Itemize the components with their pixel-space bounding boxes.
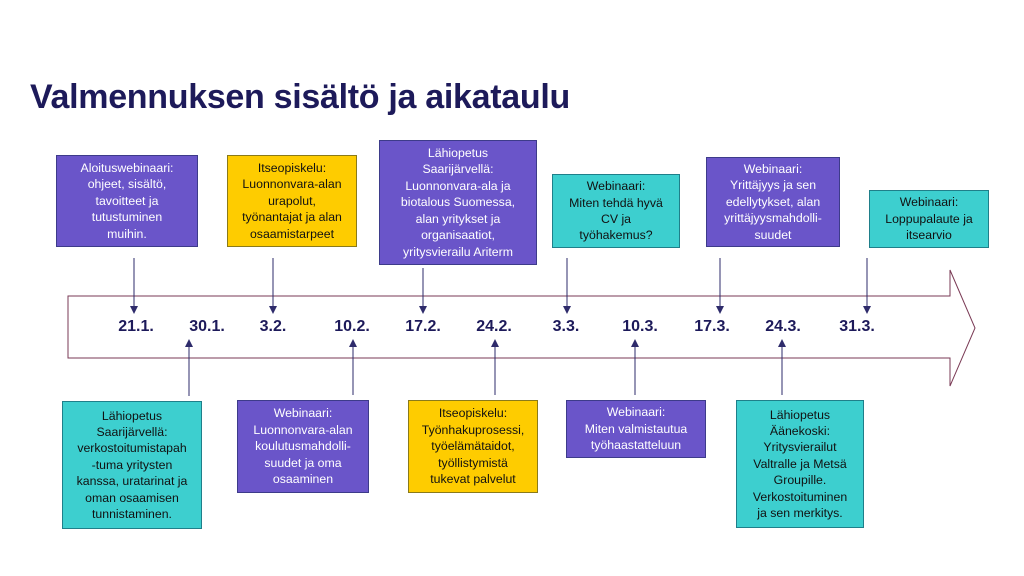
date-label: 31.3. [839,318,875,335]
event-text: Aloituswebinaari: ohjeet, sisältö, tavoitteet ja tutustuminen muihin. [80,160,174,241]
event-card-webinaari-cv [552,174,680,248]
date-label: 10.2. [334,318,370,335]
event-text: Itseopiskelu: Luonnonvara-alan urapolut, työnantajat ja alan osaamistarpeet [242,160,342,241]
event-card-itseopiskelu-tyonhaku [408,400,538,493]
event-card-webinaari-loppupalaute [869,190,989,248]
page-title: Valmennuksen sisältö ja aikataulu [30,78,570,116]
event-text: Webinaari: Miten valmistautua työhaastatteluun [584,405,688,453]
event-text: Webinaari: Luonnonvara-alan koulutusmahdolli- suudet ja oma osaaminen [253,406,353,487]
date-label: 24.3. [765,318,801,335]
date-label: 3.2. [259,318,287,335]
date-label: 30.1. [189,318,225,335]
event-text: Itseopiskelu: Työnhakuprosessi, työelämätaidot, työllistymistä tukevat palvelut [421,406,525,487]
date-label: 17.2. [405,318,441,335]
event-card-itseopiskelu-urapolut [227,155,357,247]
event-card-lahiopetus-saarijarvi-ariterm [379,140,537,265]
date-label: 10.3. [622,318,658,335]
event-card-webinaari-koulutusmahdollisuudet [237,400,369,493]
date-label: 21.1. [118,318,154,335]
event-text: Lähiopetus Äänekoski: Yritysvierailut Valtralle ja Metsä Groupille. Verkostoituminen ja sen merkitys. [752,407,848,521]
event-card-lahiopetus-verkostoitumistapahtuma [62,401,202,529]
date-label: 17.3. [694,318,730,335]
event-text: Webinaari: Miten tehdä hyvä CV ja työhakemus? [569,179,663,243]
event-text: Lähiopetus Saarijärvellä: verkostoitumistapah -tuma yritysten kanssa, uratarinat ja oman osaamisen tunnistaminen. [76,408,188,522]
event-card-webinaari-yrittajyys [706,157,840,247]
date-label: 3.3. [552,318,580,335]
date-label: 24.2. [476,318,512,335]
event-text: Lähiopetus Saarijärvellä: Luonnonvara-ala ja biotalous Suomessa, alan yritykset ja organisaatiot, yritysvierailu Ariterm [400,146,516,259]
event-card-aloituswebinaari [56,155,198,247]
event-card-lahiopetus-aanekoski [736,400,864,528]
event-card-webinaari-tyohaastattelu [566,400,706,458]
event-text: Webinaari: Loppupalaute ja itsearvio [885,195,973,243]
event-text: Webinaari: Yrittäjyys ja sen edellytykset, alan yrittäjyysmahdolli- suudet [724,161,822,242]
